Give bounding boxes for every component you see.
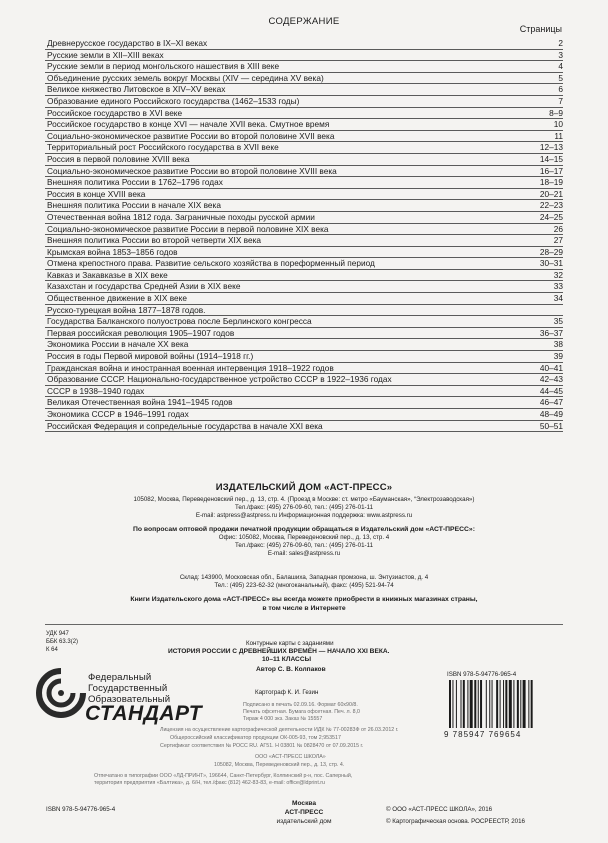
toc-entry-page: 30–31 <box>539 258 563 269</box>
toc-entry-page: 4 <box>558 61 563 72</box>
toc-entry <box>45 108 563 120</box>
publishing-house: издательский дом <box>276 818 332 825</box>
toc-entry-page: 12–13 <box>539 142 563 153</box>
toc-entry <box>45 374 563 386</box>
copyright-1: © ООО «АСТ-ПРЕСС ШКОЛА», 2016 <box>386 806 493 813</box>
certificate: Сертификат соответствия № РОСС RU. АГ51. Н 03801 № 0828470 от 07.09.2015 г. <box>160 743 364 749</box>
office-address: Офис: 105082, Москва, Переведеновский пер., д. 13, стр. 4 <box>218 534 390 541</box>
toc-entry-title: Территориальный рост Российского государства в XVII веке <box>47 142 279 153</box>
toc-entry <box>45 293 563 305</box>
toc-entry-page: 6 <box>558 84 563 95</box>
toc-entry-title: Русско-турецкая война 1877–1878 годов. <box>47 304 206 315</box>
print-line-3: Тираж 4 000 экз. Заказ № 15557 <box>243 716 323 722</box>
toc-entry <box>45 200 563 212</box>
toc-entry-page: 2 <box>558 38 563 48</box>
publisher-phone: Тел./факс: (495) 276-09-60, тел.: (495) 276-01-11 <box>234 504 374 511</box>
toc-entry <box>45 38 563 50</box>
toc-entry-page: 46–47 <box>539 397 563 408</box>
standard-line-3: Образовательный <box>88 694 171 705</box>
toc-entry-page: 35 <box>553 316 563 327</box>
toc-entry-title: Отечественная война 1812 года. Заграничные походы русской армии <box>47 211 315 222</box>
toc-entry-title: Российское государство в конце XVI — начале XVII века. Смутное время <box>47 119 330 130</box>
toc-entry-page: 24–25 <box>539 211 563 222</box>
printed-line-1: Отпечатано в типографии ООО «ЛД-ПРИНТ», 196644, Санкт-Петербург, Колпинский р-н, пос. Саперный, <box>94 773 353 779</box>
toc-entry-page: 39 <box>553 351 563 362</box>
license: Лицензия на осуществление картографической деятельности ИДК № 77-00283Ф от 26.03.2012 г. <box>160 727 399 733</box>
toc-entry-title: Образование единого Российского государства (1462–1533 годы) <box>47 95 300 106</box>
toc-entry-title: Общественное движение в XIX веке <box>47 293 187 304</box>
books-note-line-2: в том числе в Интернете <box>262 605 346 612</box>
toc-entry <box>45 305 563 317</box>
toc-entry-title: Российская Федерация и сопредельные государства в начале XXI века <box>47 420 323 431</box>
toc-entry-page: 11 <box>554 130 563 141</box>
warehouse-address: Склад: 143900, Московская обл., Балашиха, Западная промзона, ш. Энтузиастов, д. 4 <box>179 574 429 581</box>
toc-entry <box>45 177 563 189</box>
toc-entry <box>45 212 563 224</box>
k-index: К 64 <box>46 647 58 653</box>
toc-entry-title: Российское государство в XVI веке <box>47 107 183 118</box>
toc-entry-title: Экономика России в начале XX века <box>47 339 189 350</box>
classifier: Общероссийский классификатор продукции ОК-005-93, том 2;953517 <box>170 735 341 741</box>
standard-title: СТАНДАРТ <box>85 702 203 725</box>
copyright-2: © Картографическая основа. РОСРЕЕСТР, 2016 <box>386 818 525 825</box>
toc-entry-page: 18–19 <box>539 177 563 188</box>
toc-entry-title: Образование СССР. Национально-государственное устройство СССР в 1922–1936 годах <box>47 374 392 385</box>
books-note-line-1: Книги Издательского дома «АСТ-ПРЕСС» вы всегда можете приобрести в книжных магазинах страны, <box>130 596 478 603</box>
toc-entry-title: Экономика СССР в 1946–1991 годах <box>47 409 189 419</box>
warehouse-phone: Тел.: (495) 223-62-32 (многоканальный), факс: (495) 521-94-74 <box>214 582 394 589</box>
publisher-address: 105082, Москва, Переведеновский пер., д. 13, стр. 4. (Проезд в Москве: ст. метро «Бауманская», “Электрозаводская») <box>133 496 475 503</box>
toc-entry-page: 42–43 <box>539 374 563 385</box>
toc-entry <box>45 363 563 375</box>
toc-entry-title: Великая Отечественная война 1941–1945 годов <box>47 397 233 408</box>
book-title: ИСТОРИЯ РОССИИ С ДРЕВНЕЙШИХ ВРЕМЁН — НАЧАЛО XXI ВЕКА. <box>168 648 390 655</box>
author: Автор С. В. Колпаков <box>256 666 326 673</box>
toc-entry-page: 7 <box>558 95 563 106</box>
toc-entry <box>45 235 563 247</box>
toc-entry-title: Социально-экономическое развитие России в первой половине XIX века <box>47 223 329 234</box>
toc-entry <box>45 328 563 340</box>
toc-entry <box>45 421 563 433</box>
toc-entry-title: Внешняя политика России в начале XIX века <box>47 200 221 211</box>
toc-entry <box>45 224 563 236</box>
toc-entry-title: Внешняя политика России во второй четверти XIX века <box>47 235 262 246</box>
publisher-email: E-mail: astpress@astpress.ru Информационная поддержка: www.astpress.ru <box>195 512 413 519</box>
print-line-1: Подписано в печать 02.09.16. Формат 60х90/8. <box>243 702 358 708</box>
toc-entry-page: 44–45 <box>539 385 563 396</box>
toc-entry <box>45 339 563 351</box>
toc-entry <box>45 166 563 178</box>
printed-line-2: территория предприятия «Балтика», д. 6/Н, тел./факс (812) 462-83-83, e-mail: office@ldprint.ru <box>94 780 325 786</box>
toc-entry-title: Первая российская революция 1905–1907 годов <box>47 327 235 338</box>
toc-entry-page: 34 <box>553 293 563 304</box>
standard-line-2: Государственный <box>88 683 168 694</box>
toc-entry <box>45 409 563 421</box>
toc-entry-title: Кавказ и Закавказье в XIX веке <box>47 269 168 280</box>
toc-entry-title: Россия в конце XVIII века <box>47 188 146 199</box>
toc-entry-page: 38 <box>553 339 563 350</box>
cartographer: Картограф К. И. Гезин <box>255 689 319 696</box>
table-of-contents <box>45 38 563 432</box>
toc-entry-page: 33 <box>553 281 563 292</box>
toc-entry-page: 14–15 <box>539 153 563 164</box>
wholesale-heading: По вопросам оптовой продажи печатной продукции обращаться в Издательский дом «АСТ-ПРЕСС»: <box>133 526 475 533</box>
toc-entry <box>45 281 563 293</box>
bbk: ББК 63.3(2) <box>46 639 79 645</box>
office-email: E-mail: sales@astpress.ru <box>267 550 341 557</box>
publisher-name: ИЗДАТЕЛЬСКИЙ ДОМ «АСТ-ПРЕСС» <box>215 482 393 493</box>
toc-entry <box>45 50 563 62</box>
toc-entry-page: 26 <box>553 223 563 234</box>
toc-entry <box>45 258 563 270</box>
office-phone: Тел./факс: (495) 276-09-60, тел.: (495) 276-01-11 <box>234 542 374 549</box>
company-address: 105082, Москва, Переведеновский пер., д. 13, стр. 4. <box>214 762 345 768</box>
toc-entry-title: Объединение русских земель вокруг Москвы (XIV — середина XV века) <box>47 72 324 83</box>
toc-entry-page: 8–9 <box>549 107 563 118</box>
toc-entry-title: Великое княжество Литовское в XIV–XV веках <box>47 84 226 95</box>
toc-entry-title: Русские земли в период монгольского нашествия в XIII веке <box>47 61 280 72</box>
toc-entry-page: 5 <box>558 72 563 83</box>
toc-entry-title: Русские земли в XII–XIII веках <box>47 49 164 60</box>
toc-entry <box>45 73 563 85</box>
toc-entry <box>45 351 563 363</box>
standard-line-1: Федеральный <box>88 672 152 683</box>
toc-entry-title: Гражданская война и иностранная военная интервенция 1918–1922 годов <box>47 362 334 373</box>
toc-entry-page: 20–21 <box>539 188 563 199</box>
toc-entry-title: Казахстан и государства Средней Азии в XIX веке <box>47 281 241 292</box>
toc-entry-page: 32 <box>553 269 563 280</box>
toc-entry <box>45 386 563 398</box>
toc-entry <box>45 189 563 201</box>
isbn-top: ISBN 978-5-94776-965-4 <box>447 671 517 678</box>
udk: УДК 947 <box>46 631 69 637</box>
company-name: ООО «АСТ-ПРЕСС ШКОЛА» <box>255 754 326 760</box>
series-title: Контурные карты с заданиями <box>246 640 334 647</box>
toc-entry-title: Отмена крепостного права. Развитие сельского хозяйства в пореформенный период <box>47 258 375 269</box>
toc-entry-title: Крымская война 1853–1856 годов <box>47 246 178 257</box>
toc-entry-page: 3 <box>558 49 563 60</box>
toc-entry-page: 16–17 <box>539 165 563 176</box>
toc-entry <box>45 270 563 282</box>
publisher-short: АСТ-ПРЕСС <box>284 809 324 816</box>
print-line-2: Печать офсетная. Бумага офсетная. Печ. л. 8,0 <box>243 709 360 715</box>
toc-entry-page: 40–41 <box>539 362 563 373</box>
toc-entry <box>45 61 563 73</box>
toc-entry-title: Россия в первой половине XVIII века <box>47 153 190 164</box>
toc-entry <box>45 96 563 108</box>
toc-entry <box>45 119 563 131</box>
toc-entry <box>45 154 563 166</box>
toc-entry-title: Внешняя политика России в 1762–1796 годах <box>47 177 223 188</box>
barcode-icon <box>447 680 559 730</box>
toc-entry-title: Россия в годы Первой мировой войны (1914–1918 гг.) <box>47 351 254 362</box>
toc-entry <box>45 131 563 143</box>
toc-title: СОДЕРЖАНИЕ <box>268 16 340 27</box>
toc-entry <box>45 397 563 409</box>
isbn-bottom: ISBN 978-5-94776-965-4 <box>46 806 116 813</box>
isbn-digits: 9 785947 769654 <box>444 730 522 739</box>
toc-entry-page: 28–29 <box>539 246 563 257</box>
toc-entry-page: 22–23 <box>539 200 563 211</box>
toc-entry <box>45 316 563 328</box>
toc-entry-title: Социально-экономическое развитие России во второй половине XVIII века <box>47 165 337 176</box>
fgos-logo-icon <box>36 666 86 720</box>
toc-entry-title: Государства Балканского полуострова после Берлинского конгресса <box>47 316 312 327</box>
toc-entry-page: 27 <box>553 235 563 246</box>
toc-entry <box>45 142 563 154</box>
toc-entry <box>45 84 563 96</box>
toc-entry <box>45 247 563 259</box>
toc-entry-title: СССР в 1938–1940 годах <box>47 385 145 396</box>
toc-entry-page: 48–49 <box>539 409 563 419</box>
toc-entry-page: 50–51 <box>539 420 563 431</box>
toc-pages-header: Страницы <box>519 24 562 34</box>
grades: 10–11 КЛАССЫ <box>262 656 312 663</box>
toc-entry-page: 10 <box>553 119 563 130</box>
divider <box>45 624 563 625</box>
toc-entry-title: Социально-экономическое развитие России во второй половине XVII века <box>47 130 335 141</box>
city: Москва <box>291 800 317 807</box>
toc-entry-title: Древнерусское государство в IX–XI веках <box>47 38 208 48</box>
toc-entry-page: 36–37 <box>539 327 563 338</box>
